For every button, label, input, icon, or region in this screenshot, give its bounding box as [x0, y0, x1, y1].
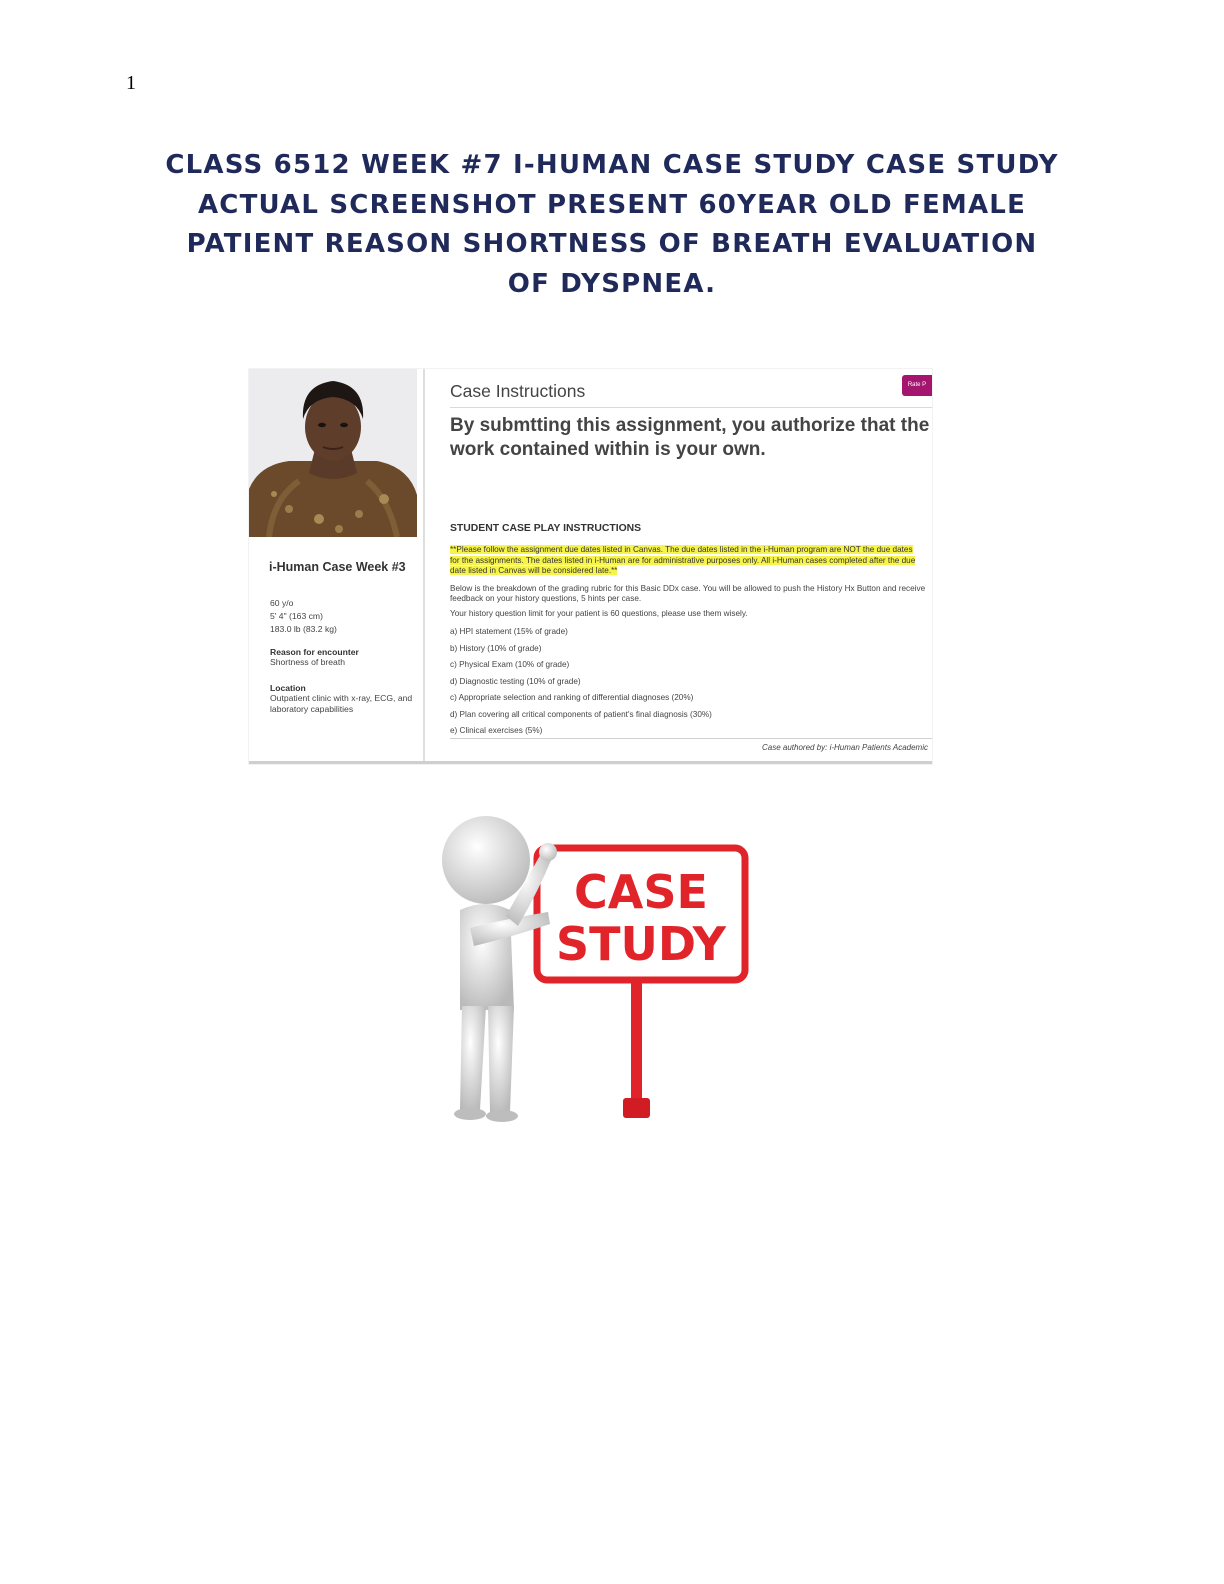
rubric-list — [450, 627, 712, 743]
title-line: ACTUAL SCREENSHOT PRESENT 60YEAR OLD FEMALE — [197, 189, 1027, 220]
document-title — [120, 146, 1104, 304]
case-study-figure-icon — [430, 800, 770, 1130]
patient-height: 5' 4" (163 cm) — [270, 611, 323, 621]
due-date-notice — [450, 545, 920, 577]
case-credit: Case authored by: i-Human Patients Academic — [761, 743, 928, 752]
rubric-breakdown: Below is the breakdown of the grading rubric for this Basic DDx case. You will be allowed to push the History Hx Button and receive feedback on your history questions, 5 hints per case. — [450, 584, 926, 604]
patient-panel — [249, 369, 425, 761]
rubric-item: e) Clinical exercises (5%) — [450, 726, 543, 735]
instructions-subtitle: STUDENT CASE PLAY INSTRUCTIONS — [450, 523, 642, 534]
rate-button[interactable]: Rate P — [902, 375, 932, 396]
divider — [450, 407, 932, 408]
question-limit: Your history question limit for your patient is 60 questions, please use them wisely. — [450, 608, 748, 618]
sign-text-case: CASE — [574, 865, 708, 919]
reason-label: Reason for encounter — [270, 647, 359, 657]
patient-avatar-illustration — [249, 369, 417, 537]
rubric-item: d) Plan covering all critical components of patient's final diagnosis (30%) — [450, 709, 712, 719]
case-screenshot — [249, 369, 932, 764]
rubric-item: a) HPI statement (15% of grade) — [450, 627, 568, 636]
divider — [450, 738, 932, 739]
highlighted-text: **Please follow the assignment due dates listed in Canvas. The due dates listed in the i-Human program are NOT the due dates for the assignments. The dates listed in i-Human are for administrative purposes only. All i-Human cases completed after the due date listed in Canvas will be considered late.** — [450, 545, 916, 576]
location-label: Location — [270, 683, 306, 693]
title-line: OF DYSPNEA. — [507, 268, 717, 299]
title-line: CLASS 6512 WEEK #7 I-HUMAN CASE STUDY CASE STUDY — [165, 150, 1059, 180]
sign-text-study: STUDY — [555, 917, 727, 971]
case-name: i-Human Case Week #3 — [269, 560, 406, 574]
instructions-panel — [425, 369, 932, 761]
reason-value: Shortness of breath — [270, 657, 346, 667]
location-value: Outpatient clinic with x-ray, ECG, and laboratory capabilities — [270, 693, 413, 714]
instructions-body — [450, 584, 928, 623]
patient-avatar — [249, 369, 417, 537]
authorization-statement: By submtting this assignment, you authorize that the work contained within is your own. — [450, 415, 930, 460]
instructions-title: Case Instructions — [450, 381, 586, 401]
patient-age: 60 y/o — [270, 598, 294, 608]
title-line: PATIENT REASON SHORTNESS OF BREATH EVALUATION — [186, 229, 1038, 259]
page-number: 1 — [126, 72, 136, 94]
reason-section — [270, 647, 415, 668]
rubric-item: c) Physical Exam (10% of grade) — [450, 660, 570, 669]
patient-demographics — [270, 597, 337, 636]
rubric-item: c) Appropriate selection and ranking of differential diagnoses (20%) — [450, 693, 694, 702]
case-study-clipart — [430, 800, 770, 1130]
location-section — [270, 683, 415, 715]
rubric-item: b) History (10% of grade) — [450, 643, 542, 653]
rubric-item: d) Diagnostic testing (10% of grade) — [450, 676, 581, 686]
patient-weight: 183.0 lb (83.2 kg) — [270, 624, 337, 634]
